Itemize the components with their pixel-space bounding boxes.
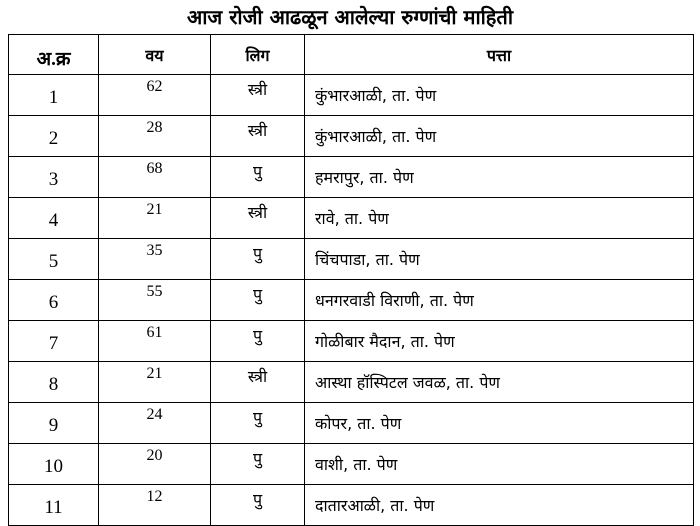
cell-address: रावे, ता. पेण	[305, 198, 694, 239]
cell-address: गोळीबार मैदान, ता. पेण	[305, 321, 694, 362]
header-row	[9, 35, 694, 75]
cell-age: 61	[99, 321, 211, 362]
table-row	[9, 403, 694, 444]
cell-gender: पु	[211, 280, 305, 321]
cell-address: आस्था हॉस्पिटल जवळ, ता. पेण	[305, 362, 694, 403]
cell-serial: 8	[9, 362, 99, 403]
cell-age: 12	[99, 485, 211, 526]
header-gender: लिग	[211, 35, 305, 75]
cell-gender: पु	[211, 321, 305, 362]
table-row	[9, 362, 694, 403]
cell-serial: 1	[9, 75, 99, 116]
table-row	[9, 444, 694, 485]
cell-gender: पु	[211, 444, 305, 485]
table-header	[9, 35, 694, 75]
table-row	[9, 280, 694, 321]
cell-serial: 6	[9, 280, 99, 321]
cell-age: 21	[99, 362, 211, 403]
cell-gender: पु	[211, 485, 305, 526]
table-row	[9, 75, 694, 116]
cell-age: 21	[99, 198, 211, 239]
table-row	[9, 239, 694, 280]
header-address: पत्ता	[305, 35, 694, 75]
cell-address: कुंभारआळी, ता. पेण	[305, 116, 694, 157]
cell-gender: पु	[211, 403, 305, 444]
cell-serial: 4	[9, 198, 99, 239]
page-title: आज रोजी आढळून आलेल्या रुग्णांची माहिती	[186, 5, 513, 29]
cell-serial: 5	[9, 239, 99, 280]
cell-age: 55	[99, 280, 211, 321]
cell-age: 28	[99, 116, 211, 157]
cell-gender: स्त्री	[211, 75, 305, 116]
cell-address: दातारआळी, ता. पेण	[305, 485, 694, 526]
header-serial: अ.क्र	[9, 35, 99, 75]
table-body	[9, 75, 694, 526]
cell-serial: 11	[9, 485, 99, 526]
cell-age: 24	[99, 403, 211, 444]
patients-table	[8, 34, 694, 526]
cell-gender: स्त्री	[211, 116, 305, 157]
cell-serial: 7	[9, 321, 99, 362]
cell-gender: पु	[211, 239, 305, 280]
cell-age: 20	[99, 444, 211, 485]
cell-address: कुंभारआळी, ता. पेण	[305, 75, 694, 116]
cell-gender: स्त्री	[211, 362, 305, 403]
cell-age: 68	[99, 157, 211, 198]
header-age: वय	[99, 35, 211, 75]
table-row	[9, 116, 694, 157]
table-row	[9, 321, 694, 362]
cell-gender: पु	[211, 157, 305, 198]
cell-gender: स्त्री	[211, 198, 305, 239]
cell-address: हमरापुर, ता. पेण	[305, 157, 694, 198]
cell-serial: 3	[9, 157, 99, 198]
cell-address: चिंचपाडा, ता. पेण	[305, 239, 694, 280]
table-row	[9, 485, 694, 526]
cell-serial: 9	[9, 403, 99, 444]
cell-address: वाशी, ता. पेण	[305, 444, 694, 485]
cell-address: कोपर, ता. पेण	[305, 403, 694, 444]
table-row	[9, 157, 694, 198]
cell-age: 62	[99, 75, 211, 116]
cell-address: धनगरवाडी विराणी, ता. पेण	[305, 280, 694, 321]
cell-serial: 2	[9, 116, 99, 157]
cell-age: 35	[99, 239, 211, 280]
cell-serial: 10	[9, 444, 99, 485]
table-row	[9, 198, 694, 239]
